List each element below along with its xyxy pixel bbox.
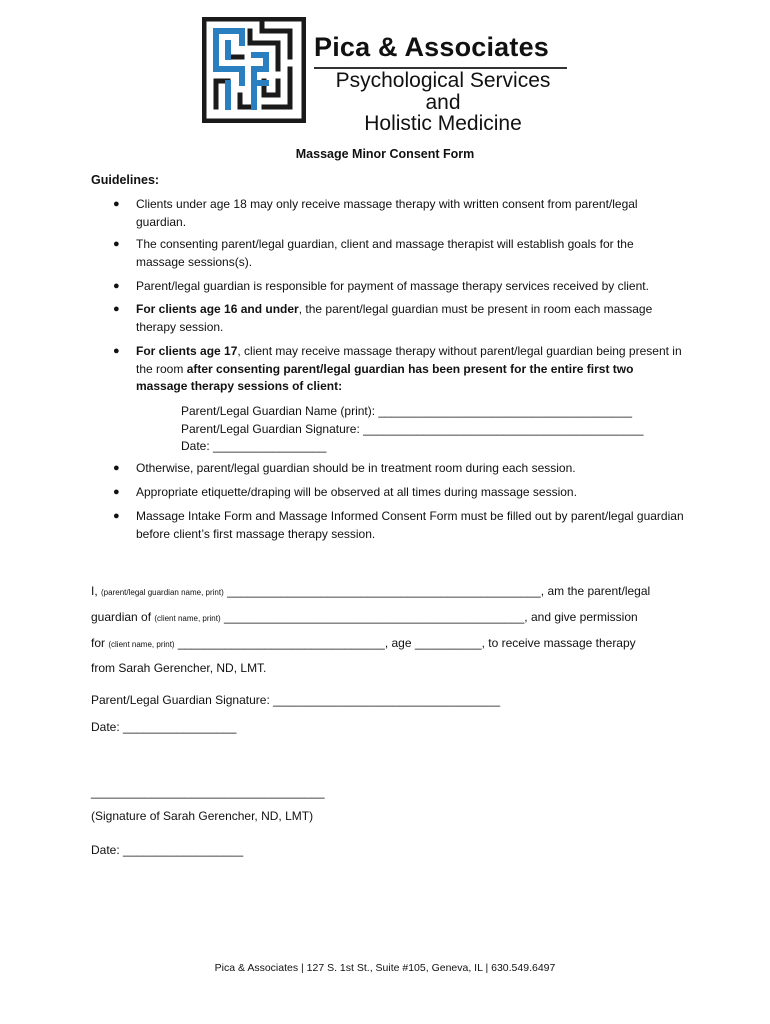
- guardian-name-line[interactable]: Parent/Legal Guardian Name (print): ______________________________________: [181, 404, 633, 418]
- bullet-icon: ●: [113, 198, 120, 210]
- consent-text: _______________________________________________, am the parent/legal: [223, 584, 651, 598]
- guideline-text: Otherwise, parent/legal guardian should be in treatment room during each session.: [136, 461, 576, 475]
- guardian-date-line[interactable]: Date: _________________: [181, 439, 327, 453]
- subtitle-line-2: and: [425, 90, 461, 114]
- guideline-item: [113, 460, 684, 478]
- consent-client-name-line[interactable]: [91, 610, 638, 624]
- guideline-item: [113, 343, 684, 396]
- therapist-signature-line[interactable]: ___________________________________: [91, 785, 325, 799]
- guideline-bold-text: after consenting parent/legal guardian has been present for the entire first two massage therapy sessions of client:: [136, 361, 634, 393]
- guideline-text: , the parent/legal guardian must be present in room each massage therapy session.: [136, 302, 653, 334]
- bullet-icon: ●: [113, 303, 120, 315]
- company-name: Pica & Associates: [314, 32, 550, 62]
- guideline-item: [113, 278, 684, 296]
- consent-guardian-name-line[interactable]: [91, 584, 650, 598]
- therapist-date-field[interactable]: Date: __________________: [91, 843, 244, 857]
- consent-client-age-line[interactable]: [91, 636, 636, 650]
- consent-text: _______________________________, age __________, to receive massage therapy: [174, 636, 636, 650]
- page-footer: Pica & Associates | 127 S. 1st St., Suite #105, Geneva, IL | 630.549.6497: [214, 962, 556, 974]
- company-subtitle: [314, 70, 572, 135]
- early-signature-block: [181, 403, 643, 456]
- guideline-text: , client may receive massage therapy without parent/legal guardian being present in the room: [136, 344, 682, 376]
- guideline-text: Parent/legal guardian is responsible for payment of massage therapy services received by client.: [136, 279, 649, 293]
- guardian-signature-field[interactable]: Parent/Legal Guardian Signature: __________________________________: [91, 693, 501, 707]
- bullet-icon: ●: [113, 345, 120, 357]
- field-hint: (client name, print): [108, 640, 175, 649]
- bullet-icon: ●: [113, 486, 120, 498]
- guardian-date-field[interactable]: Date: _________________: [91, 720, 237, 734]
- consent-text: I,: [91, 584, 102, 598]
- guideline-text: Clients under age 18 may only receive massage therapy with written consent from parent/legal guardian.: [136, 197, 638, 229]
- guideline-text: Appropriate etiquette/draping will be observed at all times during massage session.: [136, 485, 577, 499]
- bullet-icon: ●: [113, 510, 120, 522]
- guideline-text: Massage Intake Form and Massage Informed Consent Form must be filled out by parent/legal guardian before client’s first massage therapy session.: [136, 509, 684, 541]
- subtitle-line-3: Holistic Medicine: [364, 112, 522, 135]
- consent-therapist-line: from Sarah Gerencher, ND, LMT.: [91, 661, 267, 675]
- guideline-item: [113, 484, 684, 502]
- guideline-item: [113, 508, 684, 543]
- guideline-bold-text: For clients age 17: [136, 344, 238, 358]
- consent-text: for: [91, 636, 109, 650]
- form-title: Massage Minor Consent Form: [295, 147, 475, 161]
- guideline-item: [113, 301, 684, 336]
- therapist-signature-label: (Signature of Sarah Gerencher, ND, LMT): [91, 809, 314, 823]
- guidelines-heading: Guidelines:: [91, 173, 160, 187]
- maze-logo-icon: [202, 17, 306, 123]
- guideline-bold-text: For clients age 16 and under: [136, 302, 299, 316]
- guideline-text: The consenting parent/legal guardian, client and massage therapist will establish goals for the massage sessions(s).: [136, 237, 634, 269]
- company-logo: [202, 17, 582, 135]
- field-hint: (parent/legal guardian name, print): [101, 588, 224, 597]
- bullet-icon: ●: [113, 462, 120, 474]
- field-hint: (client name, print): [154, 614, 221, 623]
- guideline-item: [113, 196, 684, 231]
- bullet-icon: ●: [113, 280, 120, 292]
- guardian-signature-line[interactable]: Parent/Legal Guardian Signature: __________________________________________: [181, 421, 644, 436]
- bullet-icon: ●: [113, 238, 120, 250]
- guideline-item: [113, 236, 684, 271]
- consent-text: guardian of: [91, 610, 155, 624]
- consent-text: _____________________________________________, and give permission: [220, 610, 638, 624]
- subtitle-line-1: Psychological Services: [335, 69, 551, 92]
